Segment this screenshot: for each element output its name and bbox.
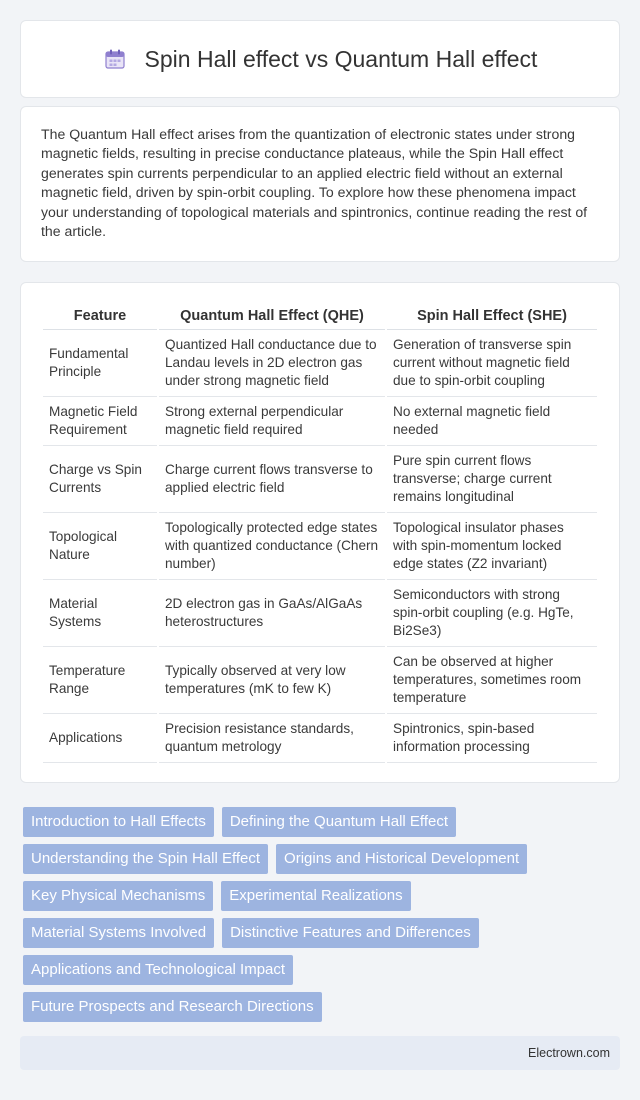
tag-distinctive-features-differences[interactable]: Distinctive Features and Differences [222,918,479,948]
footer [20,1036,620,1070]
table-row [43,580,597,647]
tag-row [23,955,603,985]
table-header-cell: Spin Hall Effect (SHE) [387,303,597,330]
tag-row [23,881,603,911]
topic-tags [23,807,603,1029]
table-cell: Magnetic Field Requirement [43,397,157,446]
table-cell: Applications [43,714,157,763]
table-row [43,647,597,714]
table-cell: Topological insulator phases with spin-momentum locked edge states (Z2 invariant) [387,513,597,580]
table-cell: Charge vs Spin Currents [43,446,157,513]
table-cell: Charge current flows transverse to applied electric field [159,446,385,513]
page-title: Spin Hall effect vs Quantum Hall effect [144,45,538,72]
footer-brand: Electrown.com [528,1046,610,1060]
tag-row [23,844,603,874]
comparison-table [41,303,599,763]
tag-material-systems-involved[interactable]: Material Systems Involved [23,918,214,948]
tag-key-physical-mechanisms[interactable]: Key Physical Mechanisms [23,881,213,911]
tag-row [23,918,603,948]
table-cell: No external magnetic field needed [387,397,597,446]
tag-row [23,992,603,1022]
table-cell: Topologically protected edge states with quantized conductance (Chern number) [159,513,385,580]
table-cell: Can be observed at higher temperatures, sometimes room temperature [387,647,597,714]
table-header-cell: Quantum Hall Effect (QHE) [159,303,385,330]
table-cell: Precision resistance standards, quantum metrology [159,714,385,763]
table-row [43,330,597,397]
page-title-wrap [103,46,538,73]
table-cell: Topological Nature [43,513,157,580]
intro-paragraph: The Quantum Hall effect arises from the quantization of electronic states under strong magnetic fields, resulting in precise conductance plateaus, while the Spin Hall effect generates spin currents perpendicular to an applied electric field without an external magnetic field, driven by spin-orbit coupling. To explore how these phenomena impact your understanding of topological materials and spintronics, continue reading the rest of the article. [41,126,588,240]
tag-defining-quantum-hall-effect[interactable]: Defining the Quantum Hall Effect [222,807,456,837]
tag-applications-technological-impact[interactable]: Applications and Technological Impact [23,955,293,985]
table-cell: Pure spin current flows transverse; charge current remains longitudinal [387,446,597,513]
table-cell: Temperature Range [43,647,157,714]
table-row [43,513,597,580]
tag-future-prospects-research[interactable]: Future Prospects and Research Directions [23,992,322,1022]
table-header-cell: Feature [43,303,157,330]
table-cell: Generation of transverse spin current without magnetic field due to spin-orbit coupling [387,330,597,397]
table-cell: Quantized Hall conductance due to Landau levels in 2D electron gas under strong magnetic field [159,330,385,397]
tag-row [23,807,603,837]
table-row [43,446,597,513]
table-cell: Typically observed at very low temperatures (mK to few K) [159,647,385,714]
table-cell: Spintronics, spin-based information processing [387,714,597,763]
tag-introduction-to-hall-effects[interactable]: Introduction to Hall Effects [23,807,214,837]
tag-origins-historical-development[interactable]: Origins and Historical Development [276,844,527,874]
table-cell: Strong external perpendicular magnetic field required [159,397,385,446]
calendar-icon [103,47,127,71]
title-card [20,20,620,98]
table-row [43,714,597,763]
table-cell: Semiconductors with strong spin-orbit coupling (e.g. HgTe, Bi2Se3) [387,580,597,647]
table-cell: 2D electron gas in GaAs/AlGaAs heterostructures [159,580,385,647]
table-cell: Fundamental Principle [43,330,157,397]
intro-card [20,106,620,262]
tag-understanding-spin-hall-effect[interactable]: Understanding the Spin Hall Effect [23,844,268,874]
comparison-table-card [20,282,620,783]
table-cell: Material Systems [43,580,157,647]
tag-experimental-realizations[interactable]: Experimental Realizations [221,881,410,911]
table-header-row [43,303,597,330]
table-row [43,397,597,446]
